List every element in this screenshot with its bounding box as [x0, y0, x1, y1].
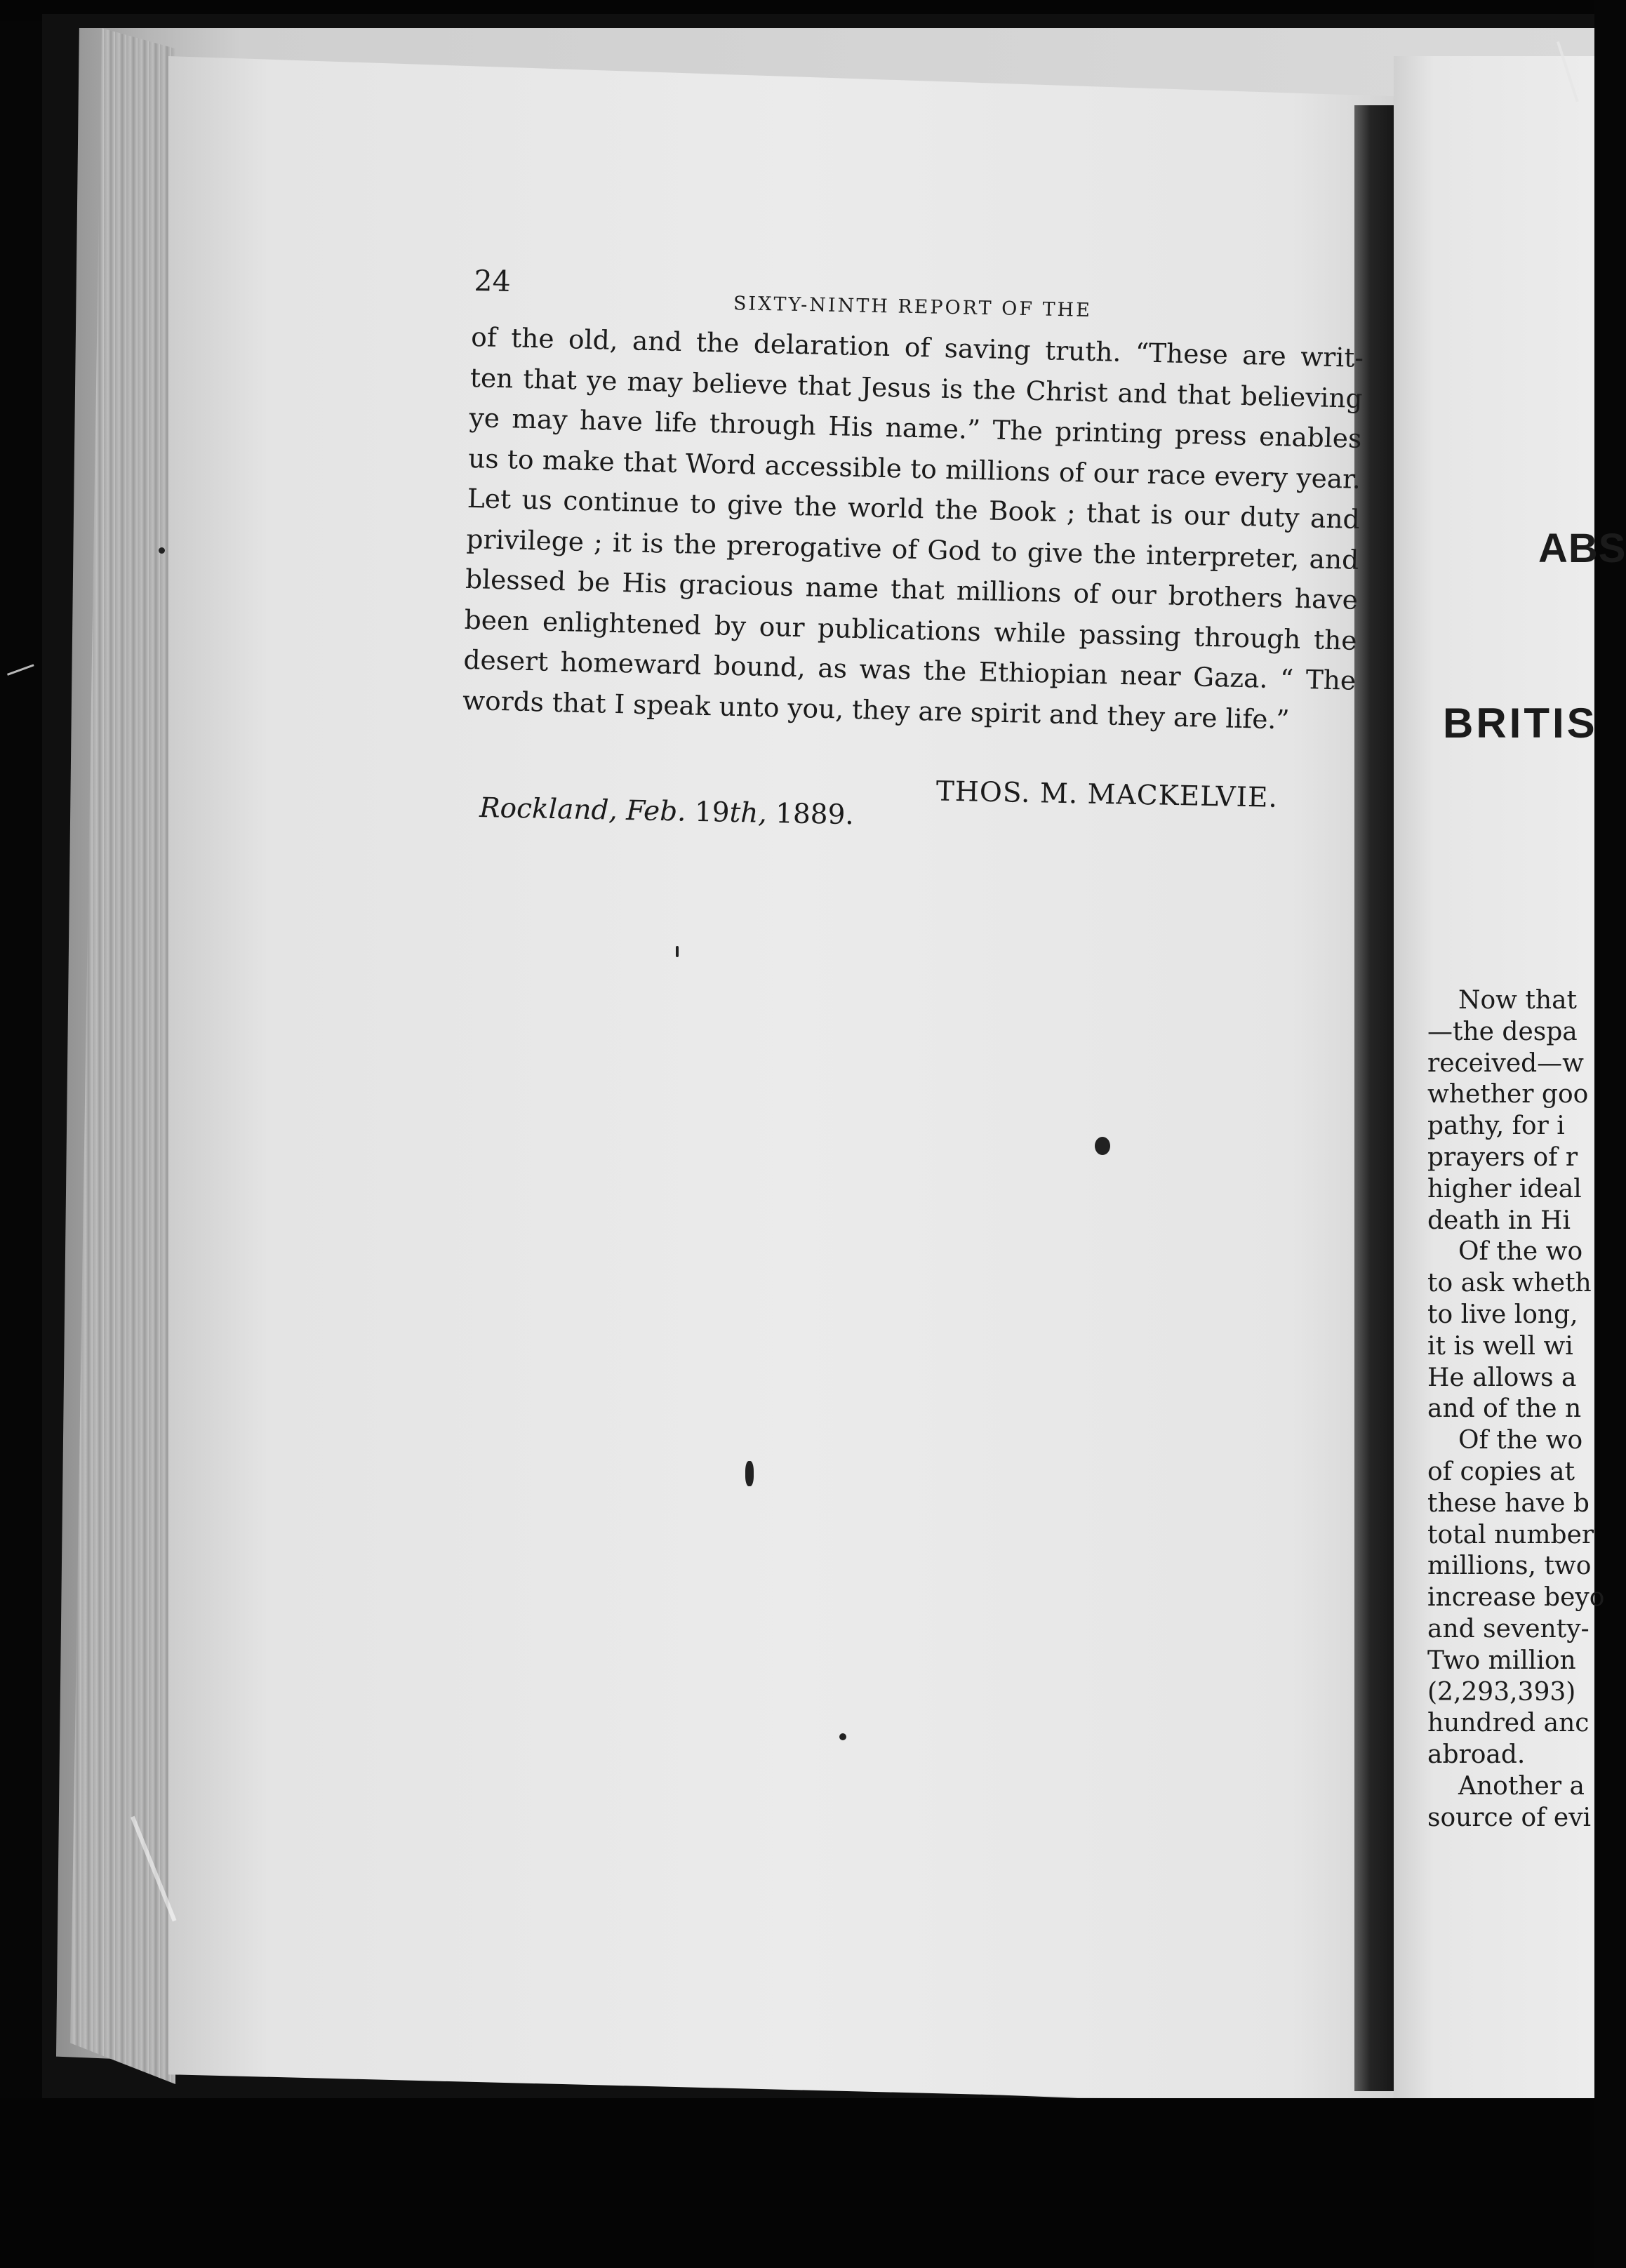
right-page-body-line: abroad.: [1427, 1740, 1526, 1770]
right-page-body-line: pathy, for i: [1427, 1112, 1565, 1141]
right-page-body-line: to ask wheth: [1427, 1269, 1592, 1298]
body-line: blessed be His gracious name that millions of our brothers have: [465, 563, 1359, 615]
left-page-body: [462, 317, 1364, 742]
right-page-body-line: death in Hi: [1427, 1206, 1571, 1235]
scan-bottom-border: [0, 2098, 1594, 2268]
body-line: us to make that Word accessible to millions of our race every year.: [467, 442, 1361, 495]
author-name: THOS. M. MACKELVIE.: [935, 775, 1279, 814]
right-page-body-line: —the despa: [1427, 1017, 1578, 1046]
running-head: SIXTY-NINTH REPORT OF THE: [733, 293, 1093, 321]
right-page-body-line: to live long,: [1427, 1300, 1578, 1329]
body-line: ten that ye may believe that Jesus is the Christ and that believing: [469, 361, 1364, 414]
date-month: Feb.: [625, 795, 686, 828]
right-page-body-line: prayers of r: [1427, 1142, 1578, 1172]
right-page-body-line: it is well wi: [1427, 1331, 1573, 1361]
right-page-heading-2: BRITIS: [1443, 700, 1598, 747]
right-page-body-line: and seventy-: [1427, 1614, 1590, 1643]
body-line: been enlightened by our publications while passing through the: [464, 603, 1358, 656]
right-page-body-line: these have b: [1427, 1488, 1590, 1518]
right-page-body-line: whether goo: [1427, 1080, 1589, 1109]
date-year: 1889.: [775, 798, 855, 832]
right-page-body-line: (2,293,393): [1427, 1677, 1576, 1707]
date-day: 19: [694, 796, 731, 829]
right-page-body-line: of copies at: [1427, 1457, 1575, 1486]
body-line: ye may have life through His name.” The printing press enables: [469, 401, 1362, 454]
body-line: desert homeward bound, as was the Ethiopian near Gaza. “ The: [462, 643, 1357, 696]
right-page-body-line: increase beyo: [1427, 1583, 1605, 1613]
right-page-body-line: source of evi: [1427, 1803, 1592, 1832]
right-page-body-line: Now that: [1458, 986, 1578, 1015]
date-suffix: th,: [729, 796, 768, 829]
ink-speck: [676, 946, 679, 957]
right-page-body-line: and of the n: [1427, 1394, 1582, 1424]
right-page-body-line: received—w: [1427, 1048, 1584, 1078]
ink-speck: [745, 1461, 754, 1486]
body-line: Let us continue to give the world the Book ; that is our duty and: [467, 482, 1361, 535]
right-page-body-line: millions, two: [1427, 1552, 1592, 1581]
body-line: privilege ; it is the prerogative of God to give the interpreter, and: [466, 523, 1359, 575]
ink-speck: [1095, 1137, 1110, 1155]
right-page-body-line: Another a: [1458, 1771, 1585, 1801]
scratch-mark: [7, 664, 34, 675]
place: Rockland,: [479, 792, 618, 827]
ink-speck: [159, 547, 165, 554]
right-page-body-line: total number: [1427, 1520, 1594, 1549]
right-page-body: [1427, 985, 1604, 1834]
body-line: of the old, and the delaration of saving truth. “These are writ-: [470, 321, 1364, 373]
right-page-body-line: Two million: [1427, 1646, 1576, 1675]
left-page-header: [474, 264, 1093, 321]
right-page-body-line: Of the wo: [1458, 1237, 1583, 1267]
right-page-body-line: Of the wo: [1458, 1426, 1583, 1455]
right-page-body-line: He allows a: [1427, 1363, 1577, 1392]
page-number: 24: [474, 264, 512, 298]
right-page-body-line: higher ideal: [1427, 1174, 1582, 1203]
right-page-body-line: hundred anc: [1427, 1709, 1590, 1738]
body-line: words that I speak unto you, they are spirit and they are life.”: [462, 684, 1291, 735]
ink-speck: [839, 1733, 846, 1740]
right-page-heading-1: ABS: [1538, 526, 1626, 571]
